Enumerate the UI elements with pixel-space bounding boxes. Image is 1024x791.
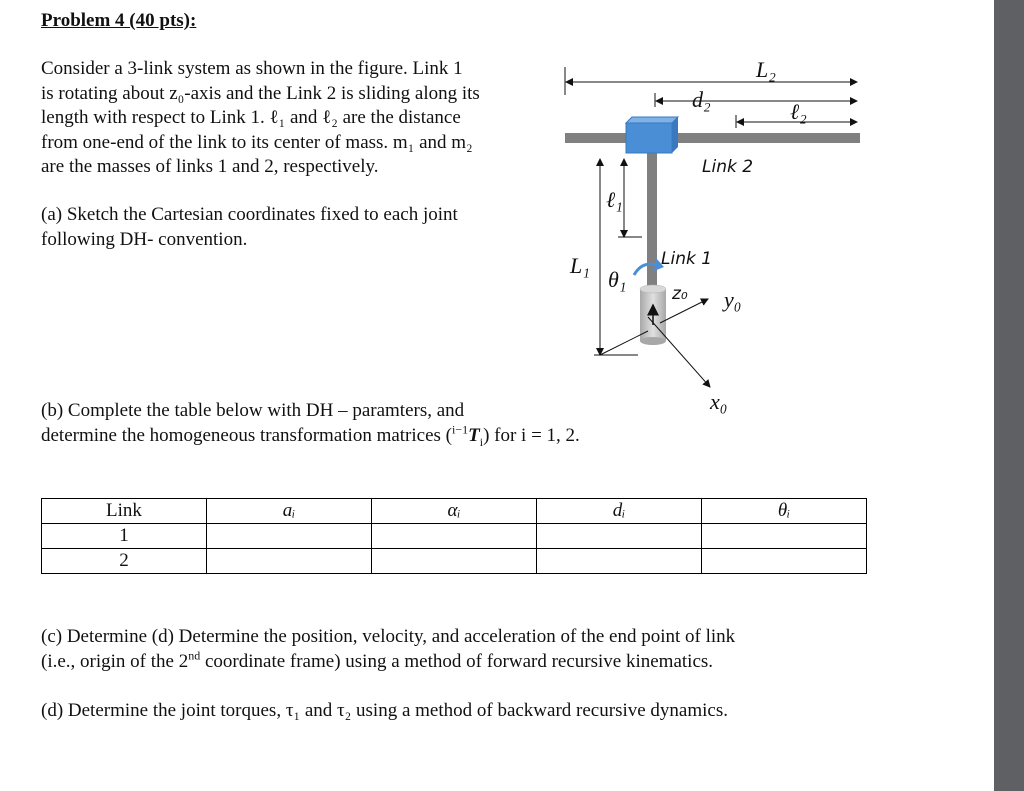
slider-block-top [626, 117, 678, 123]
table-row [42, 549, 867, 574]
table-cell [537, 549, 702, 574]
table-header: θᵢ [702, 499, 867, 524]
label-L1: L₁ [570, 253, 590, 278]
table-cell [207, 549, 372, 574]
label-x0: x₀ [710, 389, 728, 414]
table-cell: 1 [42, 524, 207, 549]
part-a-line: following DH- convention. [41, 228, 248, 250]
dh-parameter-table [41, 498, 867, 574]
part-b-line [41, 424, 580, 454]
part-c [41, 625, 735, 674]
table-row [42, 524, 867, 549]
ordinal-superscript: nd [188, 648, 201, 663]
table-cell: 2 [42, 549, 207, 574]
link-1-bar [647, 143, 657, 293]
label-l2: ℓ₂ [790, 99, 807, 124]
matrix-subscript: i [479, 434, 484, 449]
label-link2: Link 2 [702, 157, 754, 177]
x0-axis-arrow [648, 317, 710, 387]
table-header: aᵢ [207, 499, 372, 524]
intro-line: length with respect to Link 1. ℓ₁ and ℓ₂ are the distance [41, 107, 461, 128]
problem-title: Problem 4 (40 pts): [41, 10, 197, 31]
table-cell [372, 524, 537, 549]
table-cell [702, 524, 867, 549]
label-z0: z₀ [672, 284, 688, 304]
table-header: αᵢ [372, 499, 537, 524]
label-l1: ℓ₁ [606, 187, 623, 212]
table-cell [537, 524, 702, 549]
slider-block [626, 123, 672, 153]
table-header-row [42, 499, 867, 524]
label-d2: d₂ [692, 87, 711, 112]
label-theta1: θ₁ [608, 267, 627, 292]
part-a-line: (a) Sketch the Cartesian coordinates fixed to each joint [41, 204, 458, 225]
link-2-bar [565, 133, 860, 143]
label-L2: L₂ [756, 57, 776, 82]
scrollbar[interactable] [994, 0, 1024, 791]
intro-line: Consider a 3-link system as shown in the figure. Link 1 [41, 58, 463, 79]
problem-intro [41, 57, 480, 180]
table-cell [207, 524, 372, 549]
part-b-text: determine the homogeneous transformation matrices ( [41, 424, 453, 446]
part-c-line: (c) Determine (d) Determine the position, velocity, and acceleration of the end point of link [41, 626, 736, 647]
part-c-text: coordinate frame) using a method of forward recursive kinematics. [200, 650, 714, 672]
label-link1: Link 1 [661, 249, 713, 269]
part-b [41, 399, 580, 454]
part-b-tail: ) for i = 1, 2. [483, 424, 580, 446]
part-a [41, 203, 458, 252]
part-c-line [41, 650, 735, 675]
table-header: Link [42, 499, 207, 524]
slider-block-side [672, 117, 678, 153]
matrix-T: T [468, 424, 480, 446]
intro-line: from one-end of the link to its center of mass. m₁ and m₂ [41, 131, 473, 153]
part-c-text: (i.e., origin of the 2 [41, 650, 189, 672]
intro-line: are the masses of links 1 and 2, respectively. [41, 156, 379, 177]
matrix-superscript: i−1 [452, 422, 469, 437]
label-y0: y₀ [724, 287, 742, 312]
part-d: (d) Determine the joint torques, τ₁ and τ₂ using a method of backward recursive dynamics. [41, 700, 728, 721]
table-header: dᵢ [537, 499, 702, 524]
part-b-line: (b) Complete the table below with DH – paramters, and [41, 400, 465, 421]
table-cell [702, 549, 867, 574]
intro-line: is rotating about z₀-axis and the Link 2 is sliding along its [41, 82, 480, 104]
table-cell [372, 549, 537, 574]
three-link-figure [560, 55, 870, 425]
